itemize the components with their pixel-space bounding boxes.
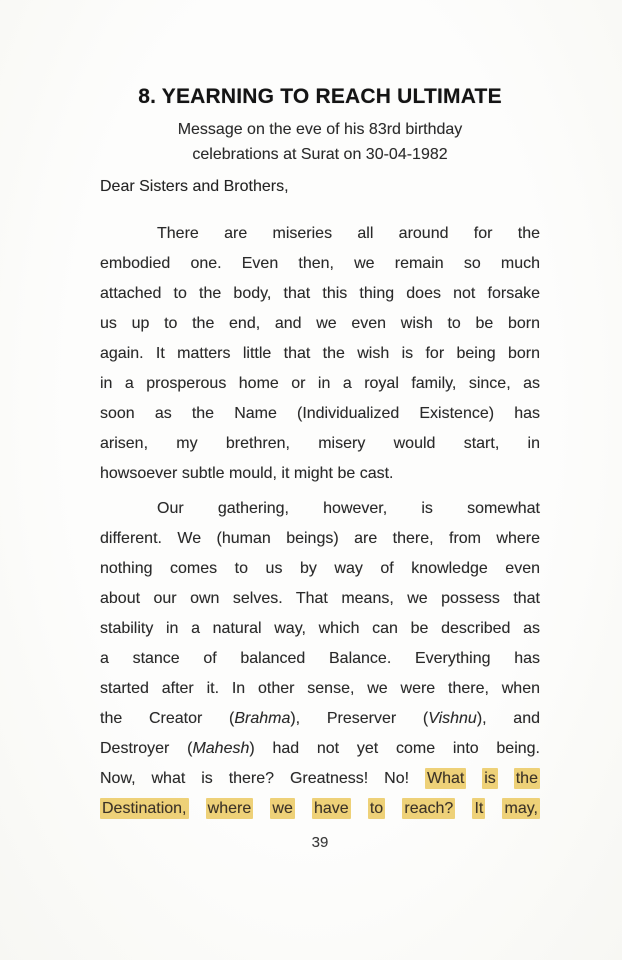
body-text: the Creator ( bbox=[100, 710, 235, 727]
text-line bbox=[100, 219, 540, 249]
italic-term: Mahesh bbox=[192, 740, 250, 757]
subtitle-line-2: celebrations at Surat on 30-04-1982 bbox=[192, 146, 448, 163]
body-text: Destroyer ( bbox=[100, 740, 193, 757]
text-line bbox=[100, 734, 540, 764]
text-line bbox=[100, 309, 540, 339]
text-line bbox=[100, 249, 540, 279]
text-line bbox=[100, 459, 540, 489]
highlighted-text: we bbox=[272, 800, 293, 817]
text-line bbox=[100, 339, 540, 369]
highlighted-text: reach? bbox=[404, 800, 454, 817]
body-text: arisen, my brethren, misery would start, in bbox=[100, 435, 540, 452]
body-text: soon as the Name (Individualized Existence) has bbox=[100, 405, 540, 422]
body-text: different. We (human beings) are there, from where bbox=[100, 530, 540, 547]
text-line bbox=[100, 614, 540, 644]
highlighted-text: is bbox=[484, 770, 496, 787]
book-page bbox=[100, 0, 540, 851]
chapter-title: 8. YEARNING TO REACH ULTIMATE bbox=[138, 85, 502, 108]
body-paragraphs bbox=[100, 219, 540, 824]
text-line bbox=[100, 399, 540, 429]
body-text: started after it. In other sense, we were there, when bbox=[100, 680, 540, 697]
italic-term: Vishnu bbox=[428, 710, 477, 727]
highlighted-text: where bbox=[207, 800, 252, 817]
paragraph bbox=[100, 219, 540, 489]
text-line bbox=[100, 704, 540, 734]
highlighted-text: may, bbox=[504, 800, 538, 817]
paragraph bbox=[100, 494, 540, 824]
body-text: ), and bbox=[476, 710, 540, 727]
body-text: stability in a natural way, which can be described as bbox=[100, 620, 540, 637]
body-text: howsoever subtle mould, it might be cast. bbox=[100, 465, 394, 482]
body-text: embodied one. Even then, we remain so much bbox=[100, 255, 540, 272]
highlighted-text: Destination, bbox=[102, 800, 187, 817]
body-text: There are miseries all around for the bbox=[157, 225, 540, 242]
text-line bbox=[100, 794, 540, 824]
highlighted-text: the bbox=[515, 770, 538, 787]
body-text: a stance of balanced Balance. Everything has bbox=[100, 650, 540, 667]
body-text: nothing comes to us by way of knowledge even bbox=[100, 560, 540, 577]
body-text: Our gathering, however, is somewhat bbox=[157, 500, 540, 517]
text-line bbox=[100, 674, 540, 704]
body-text: ), Preserver ( bbox=[290, 710, 429, 727]
text-line bbox=[100, 369, 540, 399]
text-line bbox=[100, 494, 540, 524]
body-text: us up to the end, and we even wish to be born bbox=[100, 315, 540, 332]
text-line bbox=[100, 279, 540, 309]
text-line bbox=[100, 764, 540, 794]
italic-term: Brahma bbox=[234, 710, 291, 727]
highlighted-text: have bbox=[314, 800, 349, 817]
body-text: ) had not yet come into being. bbox=[249, 740, 541, 757]
chapter-subtitle bbox=[100, 117, 540, 167]
highlighted-text: It bbox=[474, 800, 484, 817]
text-line bbox=[100, 429, 540, 459]
text-line bbox=[100, 644, 540, 674]
body-text: again. It matters little that the wish is for being born bbox=[100, 345, 540, 362]
body-text: attached to the body, that this thing does not forsake bbox=[100, 285, 540, 302]
subtitle-line-1: Message on the eve of his 83rd birthday bbox=[177, 121, 463, 138]
text-line bbox=[100, 554, 540, 584]
body-text: about our own selves. That means, we possess that bbox=[100, 590, 540, 607]
page-number: 39 bbox=[311, 834, 329, 851]
highlighted-text: to bbox=[369, 800, 384, 817]
salutation: Dear Sisters and Brothers, bbox=[100, 178, 289, 195]
highlighted-text: What bbox=[426, 770, 465, 787]
text-line bbox=[100, 584, 540, 614]
body-text: Now, what is there? Greatness! No! bbox=[100, 770, 425, 787]
body-text: in a prosperous home or in a royal family, since, as bbox=[100, 375, 540, 392]
text-line bbox=[100, 524, 540, 554]
